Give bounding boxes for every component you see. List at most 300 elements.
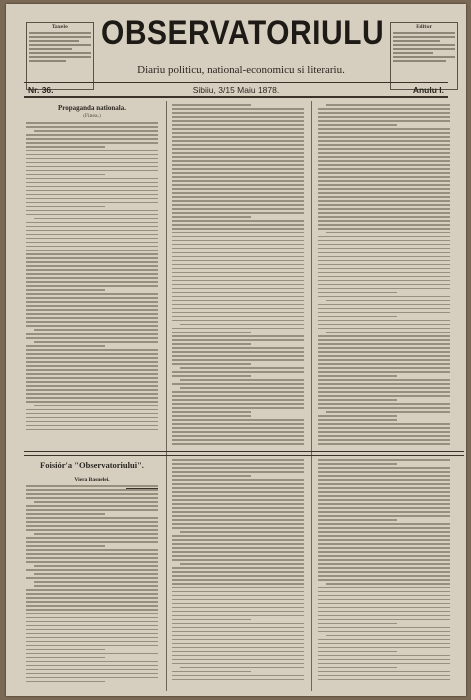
text-line bbox=[172, 160, 304, 162]
text-line bbox=[172, 300, 304, 302]
text-line bbox=[26, 166, 158, 168]
text-line bbox=[172, 180, 304, 182]
text-line bbox=[26, 653, 158, 655]
text-line bbox=[318, 120, 450, 122]
text-line bbox=[318, 675, 450, 677]
text-line bbox=[172, 663, 304, 665]
text-line bbox=[26, 649, 105, 651]
text-line bbox=[326, 411, 450, 413]
text-line bbox=[318, 435, 450, 437]
text-line bbox=[172, 375, 251, 377]
text-line bbox=[318, 140, 450, 142]
text-line bbox=[26, 633, 158, 635]
text-line bbox=[172, 631, 304, 633]
text-line bbox=[318, 359, 450, 361]
text-line bbox=[180, 563, 304, 565]
text-line bbox=[26, 250, 158, 252]
text-line bbox=[172, 232, 304, 234]
text-line bbox=[172, 475, 251, 477]
text-line bbox=[172, 587, 304, 589]
text-line bbox=[26, 429, 158, 431]
text-line bbox=[172, 308, 304, 310]
text-line bbox=[26, 353, 158, 355]
text-line bbox=[26, 174, 105, 176]
text-line bbox=[172, 236, 304, 238]
text-line bbox=[26, 194, 158, 196]
text-line bbox=[172, 284, 304, 286]
text-line bbox=[172, 224, 304, 226]
text-line bbox=[172, 547, 304, 549]
text-line bbox=[172, 591, 304, 593]
text-line bbox=[318, 164, 450, 166]
text-line bbox=[26, 226, 158, 228]
text-line bbox=[172, 104, 251, 106]
text-line bbox=[26, 214, 158, 216]
text-line bbox=[172, 260, 304, 262]
dateline bbox=[24, 84, 448, 96]
text-line bbox=[318, 423, 450, 425]
text-line bbox=[26, 289, 105, 291]
text-line bbox=[26, 509, 158, 511]
text-line bbox=[26, 677, 158, 679]
text-line bbox=[172, 144, 304, 146]
lead-article-title: Propaganda nationala. bbox=[58, 104, 126, 112]
text-line bbox=[26, 493, 158, 495]
text-line bbox=[318, 176, 450, 178]
text-line bbox=[34, 573, 158, 575]
text-line bbox=[318, 427, 450, 429]
text-line bbox=[26, 597, 158, 599]
text-line bbox=[26, 529, 158, 531]
text-line bbox=[172, 164, 304, 166]
text-line bbox=[172, 395, 304, 397]
text-line bbox=[172, 567, 304, 569]
text-line bbox=[318, 371, 450, 373]
text-line bbox=[180, 367, 304, 369]
text-line bbox=[26, 621, 158, 623]
text-line bbox=[26, 389, 158, 391]
text-line bbox=[318, 563, 450, 565]
text-line bbox=[318, 264, 450, 266]
text-line bbox=[26, 645, 158, 647]
text-line bbox=[172, 156, 304, 158]
text-line bbox=[172, 176, 304, 178]
text-line bbox=[318, 499, 450, 501]
text-line bbox=[318, 395, 450, 397]
text-line bbox=[318, 292, 397, 294]
text-line bbox=[172, 539, 304, 541]
text-line bbox=[26, 365, 158, 367]
text-line bbox=[26, 609, 158, 611]
text-line bbox=[26, 317, 158, 319]
text-line bbox=[26, 669, 158, 671]
text-line bbox=[318, 220, 450, 222]
text-line bbox=[26, 425, 158, 427]
text-line bbox=[172, 184, 304, 186]
text-line bbox=[172, 240, 304, 242]
text-line bbox=[172, 112, 304, 114]
text-line bbox=[26, 309, 158, 311]
text-line bbox=[26, 661, 158, 663]
text-line bbox=[318, 124, 397, 126]
text-line bbox=[318, 144, 450, 146]
text-line bbox=[26, 497, 158, 499]
text-line bbox=[34, 501, 158, 503]
text-line bbox=[26, 253, 158, 255]
text-line bbox=[26, 246, 158, 248]
column-two-text bbox=[172, 102, 304, 448]
feuilleton-article bbox=[26, 456, 158, 692]
text-line bbox=[26, 242, 158, 244]
text-line bbox=[26, 349, 158, 351]
text-line bbox=[172, 192, 304, 194]
text-line bbox=[318, 272, 450, 274]
text-line bbox=[318, 355, 450, 357]
text-line bbox=[318, 631, 450, 633]
text-line bbox=[26, 657, 105, 659]
text-line bbox=[318, 288, 450, 290]
text-line bbox=[26, 489, 158, 491]
text-line bbox=[318, 551, 450, 553]
text-line bbox=[172, 655, 304, 657]
text-line bbox=[26, 162, 158, 164]
text-line bbox=[26, 409, 158, 411]
text-line bbox=[172, 343, 251, 345]
text-line bbox=[26, 146, 105, 148]
text-line bbox=[26, 293, 158, 295]
text-line bbox=[26, 637, 158, 639]
text-line bbox=[26, 545, 105, 547]
text-line bbox=[180, 324, 304, 326]
text-line bbox=[26, 305, 158, 307]
text-line bbox=[172, 619, 251, 621]
text-line bbox=[172, 495, 304, 497]
text-line bbox=[180, 387, 304, 389]
text-line bbox=[318, 639, 450, 641]
text-line bbox=[318, 487, 450, 489]
text-line bbox=[172, 208, 304, 210]
text-line bbox=[26, 589, 158, 591]
text-line bbox=[26, 261, 158, 263]
text-line bbox=[318, 475, 450, 477]
text-line bbox=[172, 459, 304, 461]
text-line bbox=[26, 345, 105, 347]
text-line bbox=[26, 297, 158, 299]
text-line bbox=[318, 339, 450, 341]
text-line bbox=[172, 355, 304, 357]
text-line bbox=[26, 357, 158, 359]
text-line bbox=[318, 367, 450, 369]
text-line bbox=[318, 663, 450, 665]
text-line bbox=[172, 615, 304, 617]
text-line bbox=[318, 603, 450, 605]
text-line bbox=[172, 403, 304, 405]
text-line bbox=[172, 212, 304, 214]
text-line bbox=[26, 202, 158, 204]
text-line bbox=[326, 332, 450, 334]
text-line bbox=[172, 256, 304, 258]
text-line bbox=[26, 265, 158, 267]
text-line bbox=[34, 565, 158, 567]
text-line bbox=[26, 665, 158, 667]
text-line bbox=[318, 623, 397, 625]
text-line bbox=[318, 567, 450, 569]
text-line bbox=[172, 483, 304, 485]
text-line bbox=[172, 419, 304, 421]
text-line bbox=[172, 407, 304, 409]
text-line bbox=[318, 172, 450, 174]
text-line bbox=[318, 495, 450, 497]
text-line bbox=[172, 252, 304, 254]
text-line bbox=[318, 236, 450, 238]
text-line bbox=[26, 142, 158, 144]
text-line bbox=[26, 285, 158, 287]
text-line bbox=[318, 136, 450, 138]
text-line bbox=[172, 228, 304, 230]
text-line bbox=[318, 108, 450, 110]
text-line bbox=[26, 605, 158, 607]
text-line bbox=[26, 485, 158, 487]
text-line bbox=[26, 277, 158, 279]
text-line bbox=[318, 547, 450, 549]
text-line bbox=[172, 599, 304, 601]
text-line bbox=[318, 647, 450, 649]
text-line bbox=[318, 591, 450, 593]
text-line bbox=[34, 405, 158, 407]
text-line bbox=[26, 281, 158, 283]
text-line bbox=[318, 407, 450, 409]
text-line bbox=[26, 517, 158, 519]
text-line bbox=[318, 527, 450, 529]
text-line bbox=[318, 335, 450, 337]
text-line bbox=[172, 647, 304, 649]
text-line bbox=[318, 383, 450, 385]
text-line bbox=[318, 523, 450, 525]
text-line bbox=[172, 595, 304, 597]
text-line bbox=[172, 571, 304, 573]
text-line bbox=[318, 431, 450, 433]
text-line bbox=[34, 329, 158, 331]
text-line bbox=[26, 158, 158, 160]
text-line bbox=[318, 643, 450, 645]
text-line bbox=[318, 535, 450, 537]
text-line bbox=[26, 122, 158, 124]
text-line bbox=[172, 347, 304, 349]
text-line bbox=[172, 124, 304, 126]
text-line bbox=[26, 569, 158, 571]
text-line bbox=[26, 222, 158, 224]
text-line bbox=[318, 248, 450, 250]
text-line bbox=[318, 543, 450, 545]
text-line bbox=[26, 301, 158, 303]
text-line bbox=[172, 172, 304, 174]
text-line bbox=[318, 252, 450, 254]
text-line bbox=[318, 403, 450, 405]
text-line bbox=[172, 643, 304, 645]
text-line bbox=[172, 296, 304, 298]
text-line bbox=[318, 188, 450, 190]
text-line bbox=[318, 611, 450, 613]
text-line bbox=[172, 140, 304, 142]
text-line bbox=[172, 316, 304, 318]
text-line bbox=[26, 150, 158, 152]
text-line bbox=[318, 483, 450, 485]
text-line bbox=[318, 579, 450, 581]
text-line bbox=[318, 443, 450, 445]
lead-article-subtitle: (Finea.) bbox=[83, 114, 101, 119]
text-line bbox=[318, 304, 450, 306]
text-line bbox=[26, 269, 158, 271]
text-line bbox=[326, 300, 450, 302]
text-line bbox=[26, 641, 158, 643]
text-line bbox=[26, 178, 158, 180]
text-line bbox=[318, 587, 450, 589]
text-line bbox=[318, 343, 450, 345]
text-line bbox=[172, 128, 304, 130]
text-line bbox=[318, 503, 450, 505]
text-line bbox=[172, 443, 304, 445]
text-line bbox=[26, 138, 158, 140]
text-line bbox=[172, 320, 304, 322]
text-line bbox=[326, 104, 450, 106]
text-line bbox=[318, 387, 450, 389]
text-line bbox=[26, 190, 158, 192]
text-line bbox=[318, 324, 450, 326]
text-line bbox=[172, 671, 251, 673]
masthead-title: OBSERVATORIULU bbox=[101, 14, 385, 52]
text-line bbox=[26, 154, 158, 156]
text-line bbox=[318, 351, 450, 353]
text-line bbox=[318, 152, 450, 154]
text-line bbox=[318, 228, 450, 230]
text-line bbox=[34, 130, 158, 132]
text-line bbox=[172, 467, 304, 469]
text-line bbox=[180, 379, 304, 381]
text-line bbox=[26, 273, 158, 275]
text-line bbox=[172, 304, 304, 306]
text-line bbox=[26, 206, 105, 208]
text-line bbox=[172, 188, 304, 190]
text-line bbox=[318, 511, 450, 513]
text-line bbox=[318, 471, 450, 473]
issue-year: Anulu I. bbox=[412, 85, 444, 95]
text-line bbox=[318, 515, 450, 517]
text-line bbox=[172, 204, 304, 206]
text-line bbox=[34, 585, 158, 587]
text-line bbox=[172, 651, 304, 653]
text-line bbox=[172, 132, 304, 134]
text-line bbox=[318, 659, 450, 661]
text-line bbox=[26, 126, 158, 128]
text-line bbox=[318, 619, 450, 621]
text-line bbox=[318, 244, 450, 246]
text-line bbox=[26, 198, 158, 200]
text-line bbox=[172, 659, 304, 661]
text-line bbox=[318, 240, 450, 242]
text-line bbox=[172, 523, 304, 525]
text-line bbox=[172, 399, 304, 401]
text-line bbox=[318, 156, 450, 158]
text-line bbox=[172, 120, 304, 122]
text-line bbox=[26, 629, 158, 631]
text-line bbox=[26, 385, 158, 387]
text-line bbox=[318, 128, 450, 130]
text-line bbox=[26, 333, 158, 335]
text-line bbox=[26, 577, 158, 579]
text-line bbox=[26, 673, 158, 675]
text-line bbox=[172, 603, 304, 605]
text-line bbox=[172, 471, 304, 473]
text-line bbox=[172, 439, 304, 441]
text-line bbox=[26, 413, 158, 415]
text-line bbox=[172, 559, 304, 561]
text-line bbox=[318, 599, 450, 601]
lead-article-body bbox=[26, 122, 158, 430]
text-line bbox=[34, 341, 158, 343]
text-line bbox=[26, 681, 105, 683]
text-line bbox=[172, 463, 304, 465]
text-line bbox=[26, 601, 158, 603]
text-line bbox=[172, 292, 304, 294]
text-line bbox=[26, 421, 158, 423]
text-line bbox=[318, 256, 450, 258]
text-line bbox=[318, 312, 450, 314]
text-line bbox=[26, 321, 158, 323]
text-line bbox=[318, 208, 450, 210]
text-line bbox=[318, 308, 450, 310]
text-line bbox=[318, 212, 450, 214]
text-line bbox=[26, 182, 158, 184]
text-line bbox=[172, 371, 304, 373]
text-line bbox=[34, 581, 158, 583]
text-line bbox=[172, 116, 304, 118]
text-line bbox=[172, 527, 304, 529]
text-line bbox=[172, 383, 304, 385]
text-line bbox=[172, 503, 304, 505]
text-line bbox=[172, 499, 304, 501]
text-line bbox=[326, 232, 450, 234]
text-line bbox=[26, 553, 158, 555]
text-line bbox=[172, 431, 304, 433]
text-line bbox=[318, 655, 450, 657]
text-line bbox=[172, 543, 304, 545]
text-line bbox=[172, 435, 304, 437]
text-line bbox=[26, 521, 158, 523]
text-line bbox=[318, 379, 450, 381]
text-line bbox=[318, 479, 450, 481]
text-line bbox=[172, 220, 304, 222]
text-line bbox=[172, 196, 304, 198]
text-line bbox=[172, 679, 304, 681]
text-line bbox=[172, 351, 304, 353]
text-line bbox=[26, 373, 158, 375]
text-line bbox=[26, 401, 158, 403]
text-line bbox=[172, 244, 304, 246]
text-line bbox=[172, 491, 304, 493]
text-line bbox=[318, 667, 397, 669]
column-three-text bbox=[318, 102, 450, 448]
text-line bbox=[26, 170, 158, 172]
text-line bbox=[26, 210, 158, 212]
text-line bbox=[318, 463, 397, 465]
text-line bbox=[172, 579, 304, 581]
text-line bbox=[26, 613, 158, 615]
text-line bbox=[172, 335, 304, 337]
text-line bbox=[26, 377, 158, 379]
feuilleton-title: Foisiór'a "Observatoriului". bbox=[40, 460, 144, 470]
text-line bbox=[318, 491, 450, 493]
text-line bbox=[172, 312, 304, 314]
